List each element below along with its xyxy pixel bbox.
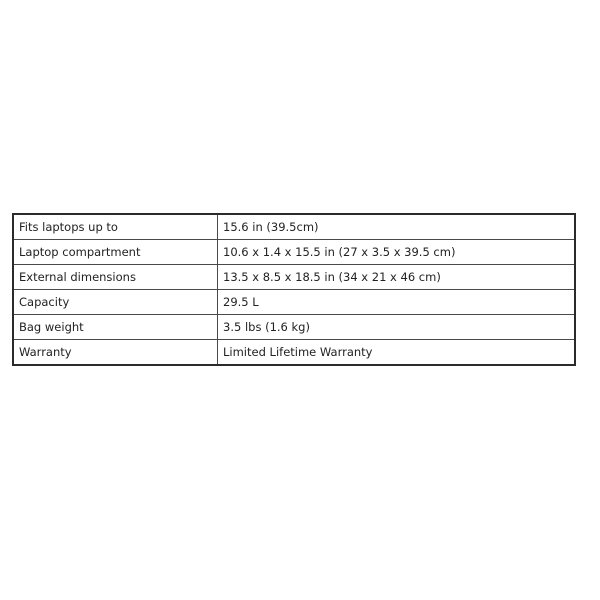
spec-table (12, 213, 576, 366)
spec-value: Limited Lifetime Warranty (218, 340, 576, 366)
spec-value: 3.5 lbs (1.6 kg) (218, 315, 576, 340)
table-row (13, 240, 575, 265)
spec-label: External dimensions (13, 265, 218, 290)
table-row (13, 340, 575, 366)
table-row (13, 315, 575, 340)
table-row (13, 214, 575, 240)
table-row (13, 265, 575, 290)
spec-value: 15.6 in (39.5cm) (218, 214, 576, 240)
spec-value: 29.5 L (218, 290, 576, 315)
spec-label: Capacity (13, 290, 218, 315)
spec-value: 13.5 x 8.5 x 18.5 in (34 x 21 x 46 cm) (218, 265, 576, 290)
spec-label: Bag weight (13, 315, 218, 340)
spec-label: Warranty (13, 340, 218, 366)
spec-label: Laptop compartment (13, 240, 218, 265)
table-row (13, 290, 575, 315)
spec-value: 10.6 x 1.4 x 15.5 in (27 x 3.5 x 39.5 cm) (218, 240, 576, 265)
spec-label: Fits laptops up to (13, 214, 218, 240)
